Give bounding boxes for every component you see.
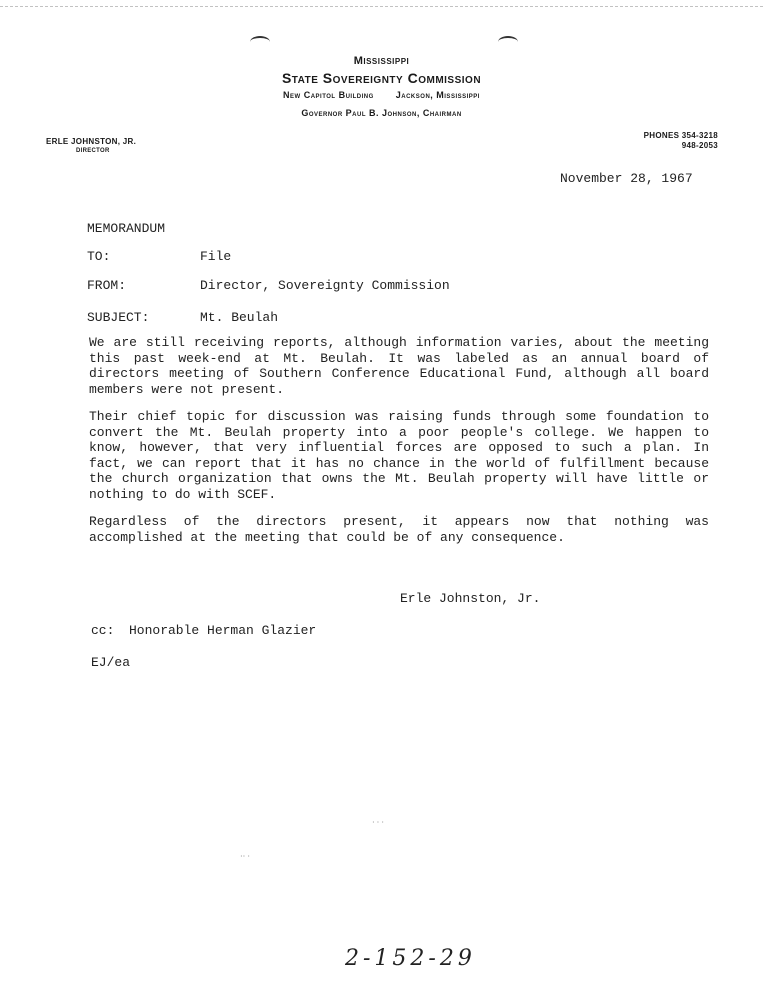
handwritten-file-number: 2-152-29 xyxy=(345,946,476,971)
subject-row xyxy=(87,310,278,325)
scan-edge xyxy=(0,0,763,7)
left-ornament-icon xyxy=(250,36,270,48)
cc-line xyxy=(91,623,316,638)
letterhead-agency: State Sovereignty Commission xyxy=(281,70,482,86)
letterhead-building: New Capitol Building xyxy=(283,90,374,100)
right-ornament-icon xyxy=(498,36,518,48)
from-label: FROM: xyxy=(87,278,127,293)
phone-numbers xyxy=(644,131,718,151)
body-paragraph-3: Regardless of the directors present, it appears now that nothing was accomplished at the meeting that could be of any consequence. xyxy=(89,514,709,545)
to-value: File xyxy=(200,249,232,264)
cc-label: cc: xyxy=(91,623,115,638)
subject-value: Mt. Beulah xyxy=(200,310,279,325)
typist-initials: EJ/ea xyxy=(91,655,131,670)
body-paragraph-2: Their chief topic for discussion was raising funds through some foundation to convert the Mt. Beulah property into a poor people's college. We happen to know, however, that very influential forces are opposed to such a plan. In fact, we can report that it has no chance in the world of fulfillment because the church organization that owns the Mt. Beulah property will have little or nothing to do with SCEF. xyxy=(89,409,709,502)
phone-primary: PHONES 354-3218 xyxy=(643,131,718,140)
director-name: ERLE JOHNSTON, JR. xyxy=(46,137,137,146)
from-value: Director, Sovereignty Commission xyxy=(200,278,450,293)
scan-speck: · · · xyxy=(372,818,384,827)
letterhead-city: Jackson, Mississippi xyxy=(395,90,480,100)
letterhead-chairman: Governor Paul B. Johnson, Chairman xyxy=(301,108,462,118)
signature: Erle Johnston, Jr. xyxy=(400,591,541,606)
letterhead-state: Mississippi xyxy=(353,55,410,67)
letterhead-address xyxy=(0,90,763,100)
director-title: DIRECTOR xyxy=(76,148,110,154)
phone-secondary: 948-2053 xyxy=(681,141,718,150)
to-row xyxy=(87,249,231,264)
body-paragraph-1: We are still receiving reports, although information varies, about the meeting this past week-end at Mt. Beulah. It was labeled as an annual board of directors meeting of Southern Conference Educational Fund, although all board members were not present. xyxy=(89,335,709,397)
from-row xyxy=(87,278,450,293)
scan-speck: ·· · xyxy=(240,852,250,861)
subject-label: SUBJECT: xyxy=(87,310,150,325)
memo-heading: MEMORANDUM xyxy=(87,221,166,236)
cc-value: Honorable Herman Glazier xyxy=(129,623,317,638)
to-label: TO: xyxy=(87,249,111,264)
memo-date: November 28, 1967 xyxy=(560,171,693,186)
